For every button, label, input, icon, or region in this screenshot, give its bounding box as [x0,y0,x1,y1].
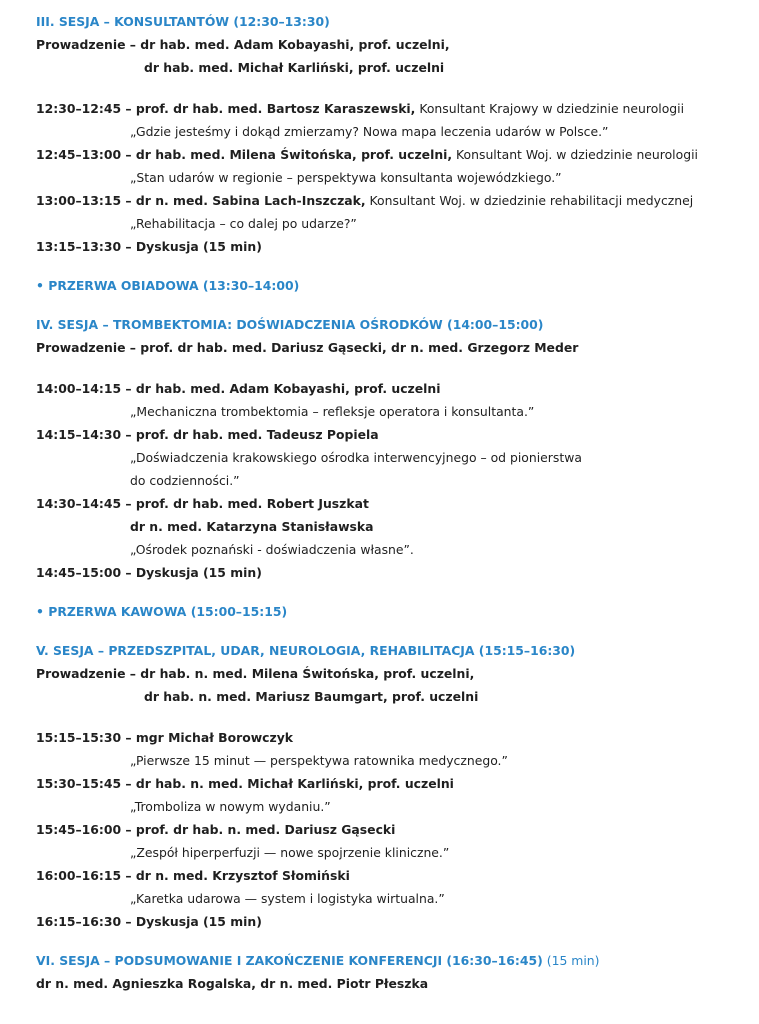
session-3-chair: Prowadzenie – dr hab. med. Adam Kobayashi, prof. uczelni, [36,37,450,52]
talk-title: „Tromboliza w nowym wydaniu.” [130,799,331,814]
session-4-discussion: 14:45–15:00 – Dyskusja (15 min) [36,565,262,580]
talk-title-cont: do codzienności.” [130,473,240,488]
talk-head: 16:00–16:15 – dr n. med. Krzysztof Słomiński [36,868,350,883]
talk-title: „Doświadczenia krakowskiego ośrodka interwencyjnego – od pionierstwa [130,450,582,465]
session-4-chair: Prowadzenie – prof. dr hab. med. Dariusz Gąsecki, dr n. med. Grzegorz Meder [36,340,579,355]
talk-1 [36,97,739,120]
talk-head: 14:00–14:15 – dr hab. med. Adam Kobayashi, prof. uczelni [36,381,441,396]
talk-head: 12:45–13:00 – dr hab. med. Milena Świtońska, prof. uczelni, [36,147,453,162]
session-3-chair-cont: dr hab. med. Michał Karliński, prof. uczelni [144,60,445,75]
session-6-duration: (15 min) [542,953,600,968]
talk-co-speaker: dr n. med. Katarzyna Stanisławska [130,519,374,534]
talk-title: „Rehabilitacja – co dalej po udarze?” [130,216,357,231]
talk-head: 15:30–15:45 – dr hab. n. med. Michał Karliński, prof. uczelni [36,776,454,791]
talk-title: „Mechaniczna trombektomia – refleksje operatora i konsultanta.” [130,404,535,419]
session-5-chair: Prowadzenie – dr hab. n. med. Milena Świtońska, prof. uczelni, [36,666,475,681]
talk-head: 12:30–12:45 – prof. dr hab. med. Bartosz Karaszewski, [36,101,416,116]
lunch-break: • PRZERWA OBIADOWA (13:30–14:00) [36,278,300,293]
session-6-header [36,949,739,972]
session-3-title: III. SESJA – KONSULTANTÓW (12:30–13:30) [36,14,330,29]
talk-head: 13:00–13:15 – dr n. med. Sabina Lach-Inszczak, [36,193,366,208]
talk-title: „Zespół hiperperfuzji — nowe spojrzenie kliniczne.” [130,845,450,860]
session-6-people: dr n. med. Agnieszka Rogalska, dr n. med. Piotr Płeszka [36,976,429,991]
talk-2 [36,143,739,166]
talk-head: 14:15–14:30 – prof. dr hab. med. Tadeusz Popiela [36,427,379,442]
session-5-discussion: 16:15–16:30 – Dyskusja (15 min) [36,914,262,929]
talk-head: 15:15–15:30 – mgr Michał Borowczyk [36,730,294,745]
talk-head: 14:30–14:45 – prof. dr hab. med. Robert Juszkat [36,496,369,511]
talk-3 [36,189,739,212]
session-5-chair-cont: dr hab. n. med. Mariusz Baumgart, prof. uczelni [144,689,479,704]
talk-role: Konsultant Woj. w dziedzinie rehabilitacji medycznej [365,193,694,208]
talk-head: 15:45–16:00 – prof. dr hab. n. med. Dariusz Gąsecki [36,822,396,837]
session-4-title: IV. SESJA – TROMBEKTOMIA: DOŚWIADCZENIA OŚRODKÓW (14:00–15:00) [36,317,544,332]
talk-title: „Stan udarów w regionie – perspektywa konsultanta wojewódzkiego.” [130,170,562,185]
session-5-title: V. SESJA – PRZEDSZPITAL, UDAR, NEUROLOGIA, REHABILITACJA (15:15–16:30) [36,643,576,658]
session-3-discussion: 13:15–13:30 – Dyskusja (15 min) [36,239,262,254]
talk-title: „Karetka udarowa — system i logistyka wirtualna.” [130,891,445,906]
talk-title: „Ośrodek poznański - doświadczenia własne”. [130,542,414,557]
talk-role: Konsultant Woj. w dziedzinie neurologii [452,147,698,162]
talk-role: Konsultant Krajowy w dziedzinie neurologii [415,101,685,116]
session-6-title: VI. SESJA – PODSUMOWANIE I ZAKOŃCZENIE KONFERENCJI (16:30–16:45) [36,953,543,968]
talk-title: „Pierwsze 15 minut — perspektywa ratownika medycznego.” [130,753,508,768]
coffee-break: • PRZERWA KAWOWA (15:00–15:15) [36,604,288,619]
talk-title: „Gdzie jesteśmy i dokąd zmierzamy? Nowa mapa leczenia udarów w Polsce.” [130,124,609,139]
